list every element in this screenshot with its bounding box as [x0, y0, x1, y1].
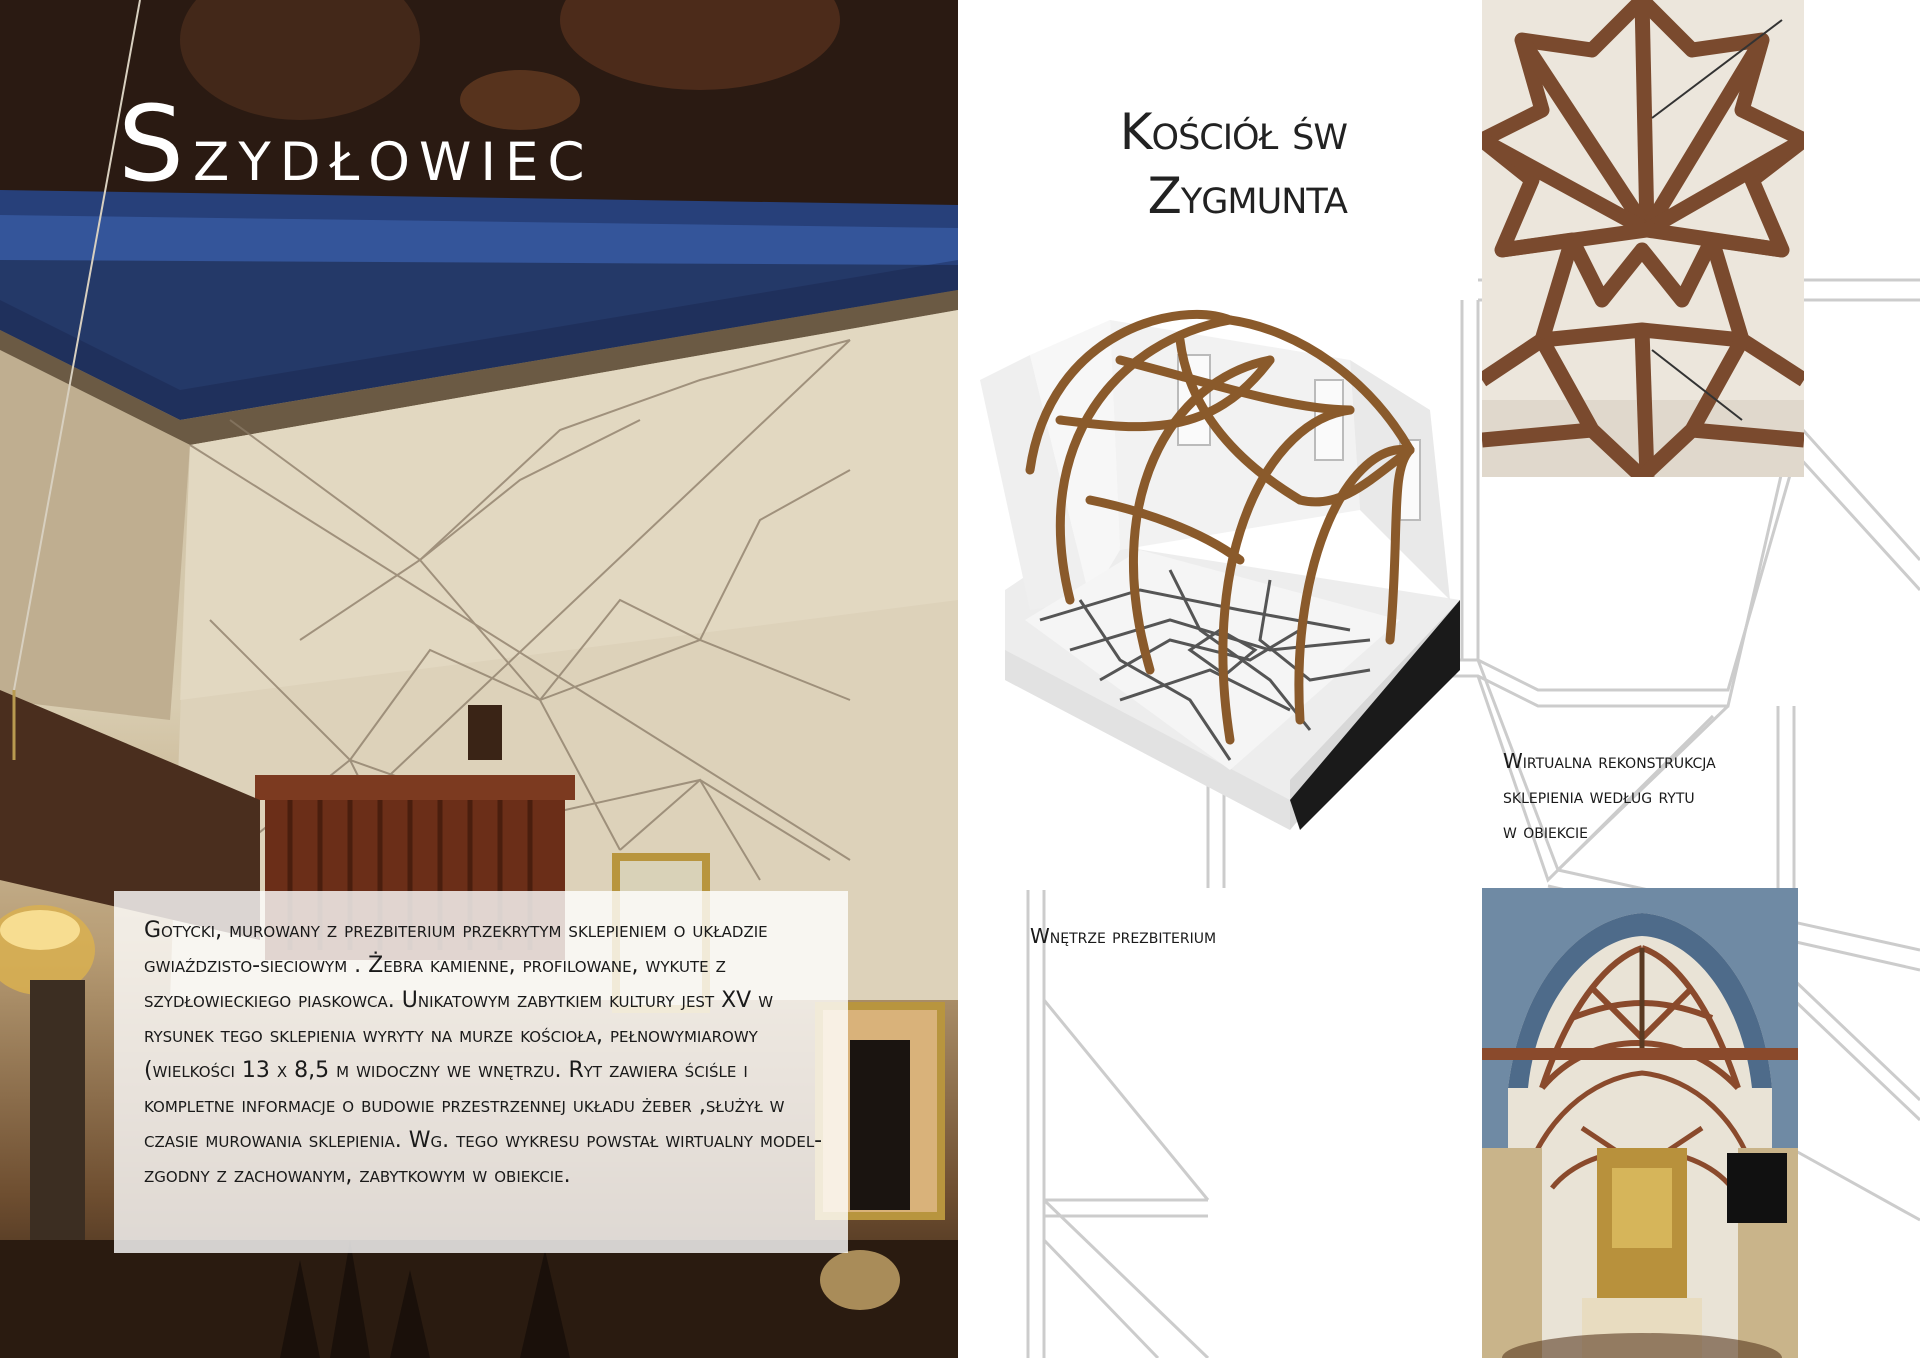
page-title [118, 83, 594, 205]
title-initial: S [118, 83, 194, 205]
church-title-line-1: Kościół św [1119, 103, 1347, 161]
reconstruction-caption-line-1: Wirtualna rekonstrukcja [1503, 749, 1716, 773]
presbytery-interior-photo [1482, 888, 1798, 1358]
church-title-line-2: Zygmunta [1147, 167, 1347, 225]
church-wall-photo [0, 0, 958, 1358]
description-text: Gotycki, murowany z prezbiterium przekrytym sklepieniem o układzie gwiaździsto-sieciowym . Żebra kamienne, profilowane, wykute z szydłowieckiego piaskowca. Unikatowym zabytkiem kultury jest XV w rysunek tego sklepienia wyryty na murze kościoła, pełnowymiarowy (wielkości 13 x 8,5 m widoczny we wnętrzu. Ryt zawiera ściśle i kompletne informacje o budowie przestrzennej układu żeber ,służył w czasie murowania sklepienia. Wg. tego wykresu powstał wirtualny model-zgodny z zachowanym, zabytkowym w obiekcie. [144, 918, 823, 1188]
reconstruction-caption-line-3: w obiekcie [1503, 819, 1588, 843]
interior-caption: Wnętrze prezbiterium [1030, 924, 1217, 948]
reconstruction-caption [1503, 744, 1716, 849]
vault-ceiling-photo [1482, 0, 1804, 477]
vault-model-image [970, 300, 1470, 840]
church-title [1120, 100, 1347, 228]
reconstruction-caption-line-2: sklepienia według rytu [1503, 784, 1695, 808]
description-box [114, 891, 848, 1253]
title-rest: zydłowiec [193, 109, 594, 198]
